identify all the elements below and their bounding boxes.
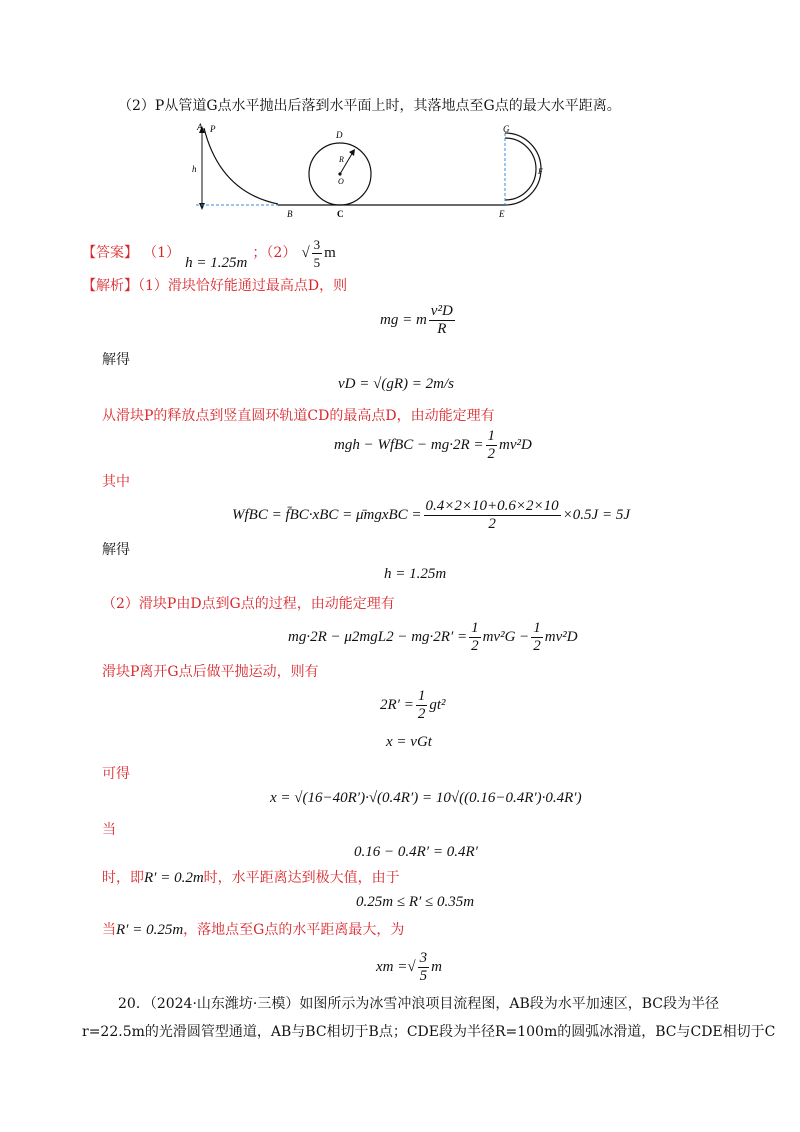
answer-line [82, 232, 336, 271]
result-text: 可得 [102, 766, 130, 782]
track-figure [190, 122, 550, 222]
equation-11: 0.25m ≤ R′ ≤ 0.35m [356, 894, 475, 910]
equation-1 [380, 303, 457, 338]
eq12-num: 3 [419, 950, 428, 966]
eq12-den: 5 [419, 968, 428, 984]
analysis-intro: （1）滑块恰好能通过最高点D，则 [138, 278, 348, 294]
final-line [102, 920, 404, 940]
eq7-lhs: 2R′ = [380, 696, 414, 713]
label-G: G [503, 124, 510, 134]
solve-text-2: 解得 [102, 542, 130, 558]
final-text-a: 当 [102, 922, 116, 938]
extremum-text-b: 时，水平距离达到极大值，由于 [203, 870, 400, 886]
projectile-text: 滑块P离开G点后做平抛运动，则有 [102, 664, 319, 680]
eq4-rhs: ×0.5J = 5J [562, 506, 630, 523]
answer-root-num: 3 [313, 237, 321, 252]
energy-theorem-text-1: 从滑块P的释放点到竖直圆环轨道CD的最高点D，由动能定理有 [102, 408, 495, 424]
problem-20-line2: r=22.5m的光滑圆管型通道，AB与BC相切于B点；CDE段为半径R=100m的圆弧冰滑道，BC与CDE相切于C [82, 1024, 776, 1040]
eq3-rhs: mv²D [499, 436, 532, 453]
answer-sep: ；（2） [252, 244, 297, 261]
label-A: A [197, 122, 203, 132]
answer-root-den: 5 [313, 255, 321, 270]
analysis-tag: 【解析】 [82, 278, 138, 294]
eq6-lhs: mg·2R − μ2mgL2 − mg·2R′ = [288, 628, 468, 645]
final-value: R′ = 0.25m [116, 922, 184, 938]
label-P: P [210, 124, 216, 134]
problem-20-line1: 20．（2024·山东潍坊·三模）如图所示为冰雪冲浪项目流程图，AB段为水平加速区，BC段为半径 [118, 996, 719, 1012]
label-R: R [339, 155, 344, 164]
eq3-num: 1 [487, 428, 496, 444]
eq1-den: R [437, 321, 447, 337]
eq3-lhs: mgh − WfBC − mg·2R = [334, 436, 484, 453]
eq1-lhs: mg = m [380, 311, 427, 328]
label-C: C [337, 209, 344, 219]
eq7-rhs: gt² [429, 696, 446, 713]
eq4-num: 0.4×2×10+0.6×2×10 [425, 498, 559, 514]
label-B: B [287, 209, 293, 219]
equation-6: mg·2R − μ2mgL2 − mg·2R′ = $\frac{1}{2}$ mv²G − $\frac{1}{2}$ mv²D [288, 620, 578, 654]
eq6-rhs: mv²D [544, 628, 578, 645]
analysis-intro-line [82, 276, 347, 296]
equation-4 [232, 498, 630, 533]
eq3-den: 2 [487, 446, 496, 462]
label-O: O [338, 177, 344, 186]
solve-text-1: 解得 [102, 352, 130, 368]
answer-unit: m [324, 244, 336, 261]
answer-part2-value: √ $\frac{3}{5}$ m [301, 237, 336, 270]
equation-3 [334, 428, 532, 463]
eq12-lhs: xm = [376, 958, 408, 975]
equation-7: 2R′ = $\frac{1}{2}$ gt² [380, 688, 446, 722]
part2-intro: （2）滑块P由D点到G点的过程，由动能定理有 [102, 596, 395, 612]
eq4-den: 2 [488, 516, 496, 532]
question-part2: （2）P从管道G点水平抛出后落到水平面上时，其落地点至G点的最大水平距离。 [118, 98, 621, 114]
label-D: D [336, 130, 343, 140]
equation-2: vD = √(gR) = 2m/s [338, 376, 454, 392]
eq1-num: v²D [430, 303, 453, 319]
label-F: F [538, 167, 543, 176]
eq6-mid: mv²G − [482, 628, 530, 645]
eq12-unit: m [431, 958, 442, 975]
answer-part1-label: （1） [143, 244, 181, 261]
answer-part1-value: h = 1.25m [185, 254, 248, 271]
extremum-value: R′ = 0.2m [144, 870, 204, 886]
extremum-text-a: 时，即 [102, 870, 144, 886]
equation-5: h = 1.25m [384, 566, 447, 582]
label-h: h [192, 164, 197, 174]
condition-text: 当 [102, 822, 116, 838]
answer-tag: 【答案】 [82, 244, 138, 261]
extremum-line [102, 868, 400, 888]
height-arrow-bottom [199, 203, 205, 210]
ramp-curve [204, 128, 278, 204]
pipe-inner [505, 138, 536, 200]
final-text-b: ，落地点至G点的水平距离最大，为 [183, 922, 405, 938]
radius-arrowhead [349, 149, 355, 156]
equation-12: xm =√ $\frac{3}{5}$ m [376, 950, 442, 984]
equation-8: x = vGt [386, 734, 432, 750]
equation-10: 0.16 − 0.4R′ = 0.4R′ [354, 844, 478, 860]
equation-9: x = √(16−40R′)·√(0.4R′) = 10√((0.16−0.4R′)·0.4R′) [270, 790, 582, 806]
label-E: E [499, 209, 505, 219]
eq4-lhs: WfBC = f̄BC·xBC = μ̄mgxBC = [232, 506, 422, 523]
where-text: 其中 [102, 474, 130, 490]
